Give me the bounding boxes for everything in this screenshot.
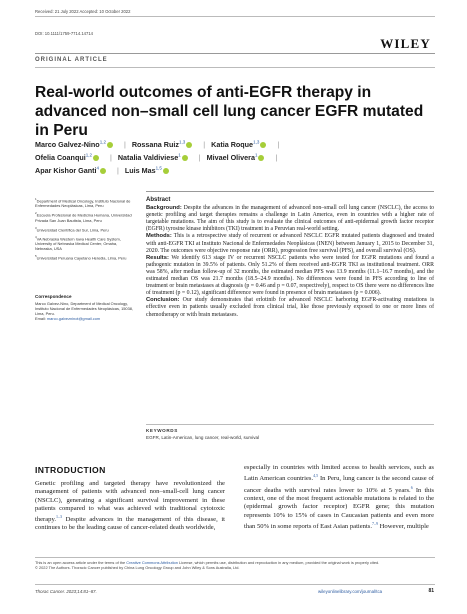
affiliation: $^4$VA Nebraska Western Iowa Health Care System, University of Nebraska Medical Center, Omaha, Nebraska, USA [35,234,121,252]
divider [35,557,435,558]
doi[interactable]: DOI: 10.1111/1759-7714.14714 [35,31,93,36]
article-title: Real-world outcomes of anti-EGFR therapy in advanced non–small cell lung cancer EGFR mutated in Peru [35,84,424,139]
divider [35,584,435,585]
orcid-icon[interactable] [186,142,192,148]
orcid-icon[interactable] [163,168,169,174]
license-link[interactable]: Creative Commons Attribution [126,560,178,565]
separator: | [117,166,119,176]
abstract [146,197,434,319]
citation[interactable]: 7–9 [372,520,379,526]
divider [35,16,435,17]
journal-website-link[interactable]: wileyonlinelibrary.com/journal/tca [318,589,383,594]
separator: | [109,153,112,163]
intro-column-right: especially in countries with limited access to health services, such as Latin American countries.$^{4,5}$ In Peru, lung cancer is the second cause of cancer deaths with survival rates lower to 10% at 5 years.$^6$ In this context, one of the most frequent actionable mutations is related to the (epidermal growth factor receptor) EGFR gene; this mutation represents 10% to 15% of cases in Caucasian patients and even more than 50% in some reports of East Asian patients.$^{7-9}$ However, multiple [244,464,434,531]
page-number: 81 [428,588,434,594]
abstract-heading: Abstract [146,197,171,203]
author[interactable]: Ofelia Coanqui$^{1,2}$ [35,153,102,162]
author[interactable]: Apar Kishor Ganti$^4$ [35,166,109,175]
abstract-results: Results: We identify 613 stage IV or recurrent NSCLC patients who were tested for EGFR mutations and found a pathogenic mutation in 39.5% of patients. Only 51.2% of them received anti-EGFR TKI as institutional treatment. ORR was 58%, after median follow-up of 32 months, the estimated median PFS was 13.9 months (11.1–16.7 months), and the estimated median OS was 21.7 months (18.5–24.9 months). No differences were found in PFS according to line of treatment or brain metastases at diagnosis (p = 0.46 and p = 0.07, respectively), respect to OS there were no differences line of treatment (p = 0.12), significant difference were found in presence of brain metastases (p = 0.006). [146,254,434,297]
separator: | [203,140,206,150]
divider [146,424,434,425]
affiliation: $^2$Escuela Profesional de Medicina Humana, Universidad Privada San Juan Bautista, Lima, Peru [35,211,132,223]
correspondence-address: Marco Galvez-Nino, Department of Medical Oncology, Instituto Nacional de Enfermedades Neoplásicas, 15038, Lima, Peru. [35,301,133,316]
license-text: This is an open access article under the terms of the Creative Commons Attribution License, which permits use, distribution and reproduction in any medium, provided the original work is properly cited. [35,560,380,565]
orcid-icon[interactable] [100,168,106,174]
keywords-heading: KEYWORDS [146,428,178,433]
orcid-icon[interactable] [182,155,188,161]
orcid-icon[interactable] [260,142,266,148]
orcid-icon[interactable] [107,142,113,148]
divider [35,67,435,68]
divider [35,53,435,54]
author-row [35,153,281,162]
abstract-conclusion: Conclusion: Our study demonstrates that erlotinib for advanced NSCLC harboring EGFR-activating mutations is effective even in patients usually excluded from clinical trial, like those previously exposed to one or more lines of chemotherapy or with brain metastases. [146,297,435,318]
citation[interactable]: 6 [410,484,413,490]
divider [146,191,434,192]
author[interactable]: Marco Galvez-Nino$^{1,2}$ [35,140,116,149]
intro-column-left: Genetic profiling and targeted therapy have revolutionized the management of patients with advanced non–small-cell lung cancer (NSCLC), generating a significant survival improvement in these patients compared to what was achieved with traditional cytotoxic therapy.$^{1-3}$ Despite advances in the management of this disease, it continues to be the leading cause of cancer-related death worldwide, [35,480,225,532]
orcid-icon[interactable] [258,155,264,161]
correspondence-heading: Correspondence [35,294,72,299]
author[interactable]: Luis Mas$^{1,5}$ [125,166,172,175]
article-type: ORIGINAL ARTICLE [35,57,108,63]
affiliations [35,197,133,263]
section-heading: INTRODUCTION [35,465,106,475]
correspondence-email: Email: marco.galvezninot@gmail.com [35,316,101,321]
copyright: © 2022 The Authors. Thoracic Cancer published by China Lung Oncology Group and John Wiley & Sons Australia, Ltd. [35,565,240,570]
abstract-background: Background: Despite the advances in the management of advanced non–small cell lung cancer (NSCLC), the access to genetic profiling and target therapies remains a challenge in Latin America, even in countries with a higher rate of targetable mutations. The aim of this study is to evaluate the clinical outcomes of anti-epidermal growth factor receptor (EGFR) tyrosine kinase inhibitors (TKI) treatment in a Peruvian real-world setting. [146,205,434,233]
license-note [35,560,435,570]
publisher-logo: WILEY [380,36,431,51]
author[interactable]: Natalia Valdiviese$^1$ [118,153,191,162]
abstract-methods: Methods: This is a retrospective study of recurrent or advanced NSCLC EGFR mutated patients diagnosed and treated with anti-EGFR TKI at Instituto Nacional de Enfermedades Neoplásicas (INEN) between January 1, 2015 to December 31, 2020. The outcomes were objective response rate (ORR), progression free survival (PFS), and overall survival (OS). [146,233,434,254]
author[interactable]: Rossana Ruiz$^{1,3}$ [132,140,195,149]
citation[interactable]: 1–3 [56,514,62,519]
separator: | [275,153,278,163]
received-accepted-dates: Received: 21 July 2022 Accepted: 10 October 2022 [35,9,131,14]
affiliation: $^3$Universidad Científica del Sur, Lima, Peru [35,225,109,232]
author[interactable]: Katia Roque$^{1,3}$ [211,140,269,149]
journal-citation: Thorac Cancer. 2023;14:81–87. [35,589,97,594]
affiliation: $^1$Department of Medical Oncology, Instituto Nacional de Enfermedades Neoplásicas, Lima, Peru [35,197,131,209]
citation[interactable]: 4,5 [313,473,319,479]
email-link[interactable]: marco.galvezninot@gmail.com [46,316,101,321]
author-row [35,140,283,149]
author-row [35,166,176,175]
author[interactable]: Mivael Olivera$^1$ [207,153,268,162]
keywords: EGFR, Latin-American, lung cancer, real-world, survival [146,435,260,440]
orcid-icon[interactable] [93,155,99,161]
correspondence [35,294,133,321]
separator: | [198,153,201,163]
affiliation: $^5$Universidad Peruana Cayetano Heredia, Lima, Peru [35,254,127,261]
separator: | [277,140,280,150]
separator: | [123,140,126,150]
